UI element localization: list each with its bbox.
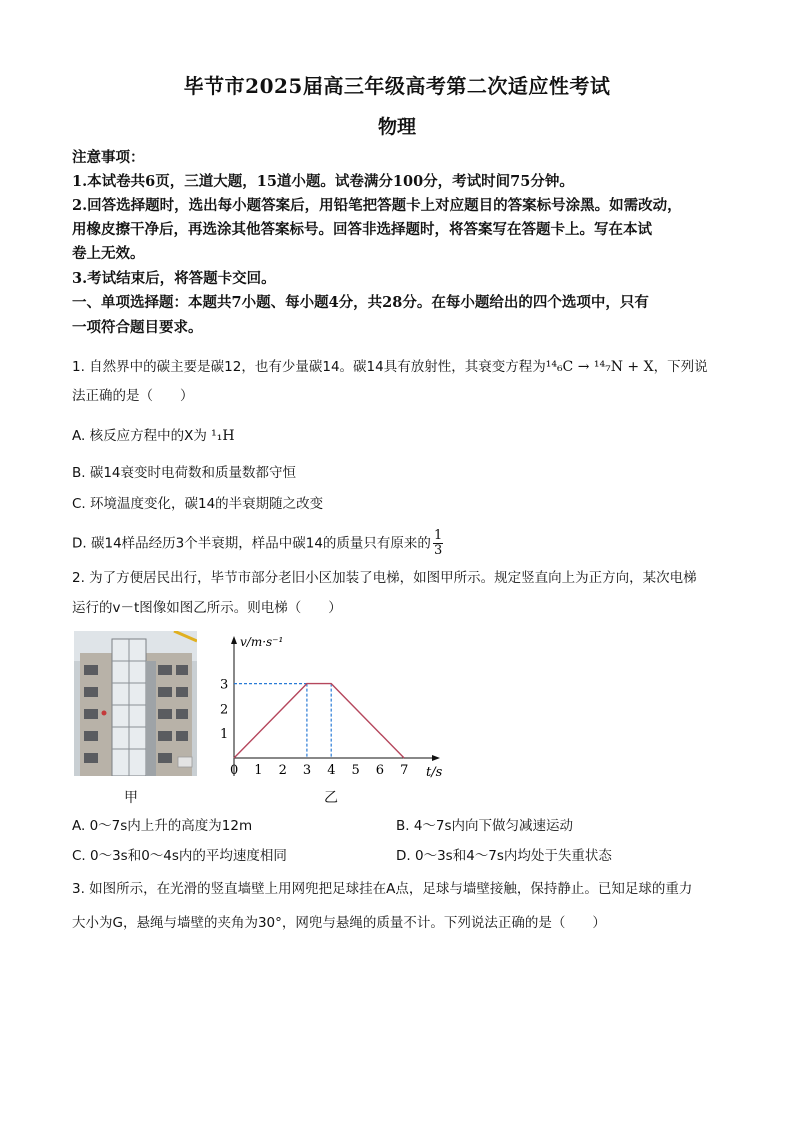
x-axis-arrow	[432, 755, 440, 761]
x-tick-label: 3	[302, 763, 312, 778]
y-tick-label: 2	[220, 702, 229, 718]
velocity-line	[234, 684, 404, 758]
notice-heading: 注意事项：	[72, 149, 145, 166]
subject-title: 物理	[377, 116, 416, 138]
fraction-denominator: 3	[433, 543, 443, 558]
x-tick-label: 7	[400, 763, 409, 778]
elevator-building-photo	[74, 631, 197, 776]
x-tick-label: 2	[278, 763, 287, 778]
q1-option-a[interactable]	[72, 426, 235, 446]
q1-stem-line1	[72, 356, 752, 378]
q3-stem-line2: 大小为G，悬绳与墙壁的夹角为30°，网兜与悬绳的质量不计。下列说法正确的是（ ）	[72, 915, 606, 931]
q1-stem-tail: ，下列说	[653, 359, 708, 375]
q1-option-c[interactable]: C. 环境温度变化，碳14的半衰期随之改变	[72, 496, 324, 512]
y-axis-label: v/m·s⁻¹	[240, 635, 284, 649]
q1-option-d-text: D. 碳14样品经历3个半衰期，样品中碳14的质量只有原来的	[72, 535, 431, 552]
x-tick-label: 1	[254, 763, 263, 778]
q1-option-d[interactable]	[72, 529, 443, 558]
x-tick-label: 5	[351, 763, 360, 778]
q1-option-a-formula: ¹₁H	[211, 428, 235, 444]
q2-stem-line2: 运行的v－t图像如图乙所示。则电梯（ ）	[72, 600, 342, 616]
y-tick-label: 1	[220, 727, 229, 743]
x-tick-label: 0	[230, 763, 239, 778]
notice-item-3: 3.考试结束后，将答题卡交回。	[72, 270, 276, 287]
chart-caption: 乙	[324, 790, 338, 806]
notice-item-1: 1.本试卷共6页，三道大题，15道小题。试卷满分100分，考试时间75分钟。	[72, 173, 574, 190]
fraction-numerator: 1	[433, 528, 443, 543]
photo-caption: 甲	[124, 790, 138, 806]
section-heading-1: 一、单项选择题：本题共7小题、每小题4分，共28分。在每小题给出的四个选项中，只有	[72, 294, 649, 311]
q1-stem-line2: 法正确的是（ ）	[72, 388, 194, 404]
x-axis-label: t/s	[426, 765, 443, 780]
q2-option-d[interactable]: D. 0～3s和4～7s内均处于失重状态	[396, 848, 612, 864]
q3-stem-line1: 3. 如图所示，在光滑的竖直墙壁上用网兜把足球挂在A点，足球与墙壁接触，保持静止。已知足球的重力	[72, 881, 693, 897]
q1-option-d-fraction	[433, 529, 443, 558]
q2-option-b[interactable]: B. 4～7s内向下做匀减速运动	[396, 818, 574, 834]
q2-stem-line1: 2. 为了方便居民出行，毕节市部分老旧小区加装了电梯，如图甲所示。规定竖直向上为正方向，某次电梯	[72, 570, 697, 586]
q1-decay-formula: ¹⁴₆C → ¹⁴₇N + X	[545, 359, 654, 375]
notice-item-2c: 卷上无效。	[72, 245, 145, 262]
y-axis-arrow	[231, 636, 237, 644]
y-tick-label: 3	[220, 677, 229, 693]
x-tick-label: 4	[327, 763, 336, 778]
q2-option-c[interactable]: C. 0～3s和0～4s内的平均速度相同	[72, 848, 287, 864]
notice-item-2a: 2.回答选择题时，选出每小题答案后，用铅笔把答题卡上对应题目的答案标号涂黑。如需改动，	[72, 197, 682, 214]
q1-option-a-text: A. 核反应方程中的X为	[72, 428, 207, 444]
section-heading-2: 一项符合题目要求。	[72, 319, 203, 336]
q2-option-a[interactable]: A. 0～7s内上升的高度为12m	[72, 818, 253, 834]
x-tick-label: 6	[375, 763, 385, 778]
velocity-time-chart	[214, 630, 454, 790]
q1-option-b[interactable]: B. 碳14衰变时电荷数和质量数都守恒	[72, 465, 297, 481]
building-illustration	[74, 631, 197, 776]
exam-title: 毕节市2025届高三年级高考第二次适应性考试	[183, 74, 611, 98]
q1-stem-text: 1. 自然界中的碳主要是碳12，也有少量碳14。碳14具有放射性，其衰变方程为	[72, 359, 546, 375]
notice-item-2b: 用橡皮擦干净后，再选涂其他答案标号。回答非选择题时，将答案写在答题卡上。写在本试	[72, 221, 652, 238]
